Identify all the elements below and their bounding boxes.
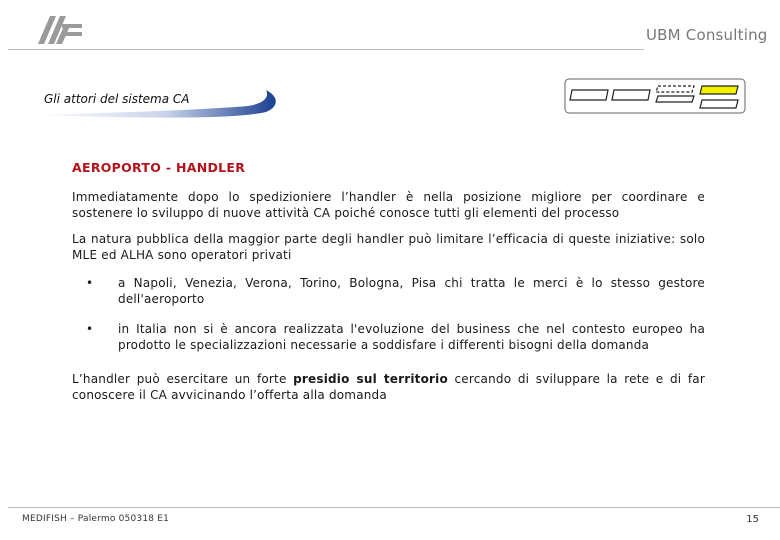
bullet-item (72, 275, 705, 307)
page-heading: AEROPORTO - HANDLER (72, 160, 246, 175)
paragraph-2: La natura pubblica della maggior parte degli handler può limitare l’efficacia di queste iniziative: solo MLE ed ALHA sono operatori privati (72, 232, 705, 262)
brand-name (646, 26, 768, 52)
bullet-list (72, 275, 705, 353)
stage-2 (612, 90, 650, 100)
header-divider (8, 49, 644, 50)
bullet-text: in Italia non si è ancora realizzata l'evoluzione del business che nel contesto europeo ha prodotto le specializzazioni necessarie a soddisfare i differenti bisogni della domanda (118, 322, 705, 352)
brand-text: UBM Consulting (646, 26, 768, 44)
stage-3-bottom (656, 96, 694, 102)
bullet-icon: • (86, 276, 94, 290)
paragraph-3-start: L’handler può esercitare un forte (72, 372, 294, 386)
bullet-item (72, 321, 705, 353)
page-number: 15 (746, 514, 759, 525)
paragraph-3 (72, 371, 705, 403)
bullet-text: a Napoli, Venezia, Verona, Torino, Bologna, Pisa chi tratta le merci è lo stesso gestore dell'aeroporto (118, 276, 705, 306)
section-title: Gli attori del sistema CA (44, 92, 190, 106)
stage-1 (570, 90, 608, 100)
stage-4-active (700, 86, 738, 94)
stage-3-top (656, 86, 694, 92)
footer-divider (8, 507, 780, 508)
footer-reference: MEDIFISH – Palermo 050318 E1 (22, 514, 170, 524)
process-stage-indicator (564, 78, 746, 114)
bullet-icon: • (86, 322, 94, 336)
paragraph-3-end: cercando di sviluppare la rete e di far conoscere il CA avvicinando l’offerta alla domanda (72, 372, 705, 402)
paragraph-3-emphasis: presidio sul territorio (293, 372, 448, 386)
brand-logo-icon (36, 14, 84, 46)
paragraph-1: Immediatamente dopo lo spedizioniere l’handler è nella posizione migliore per coordinare e sostenere lo sviluppo di nuove attività CA poiché conosce tutti gli elementi del processo (72, 190, 705, 220)
main-content (72, 160, 705, 413)
stage-4-bottom (700, 100, 738, 108)
